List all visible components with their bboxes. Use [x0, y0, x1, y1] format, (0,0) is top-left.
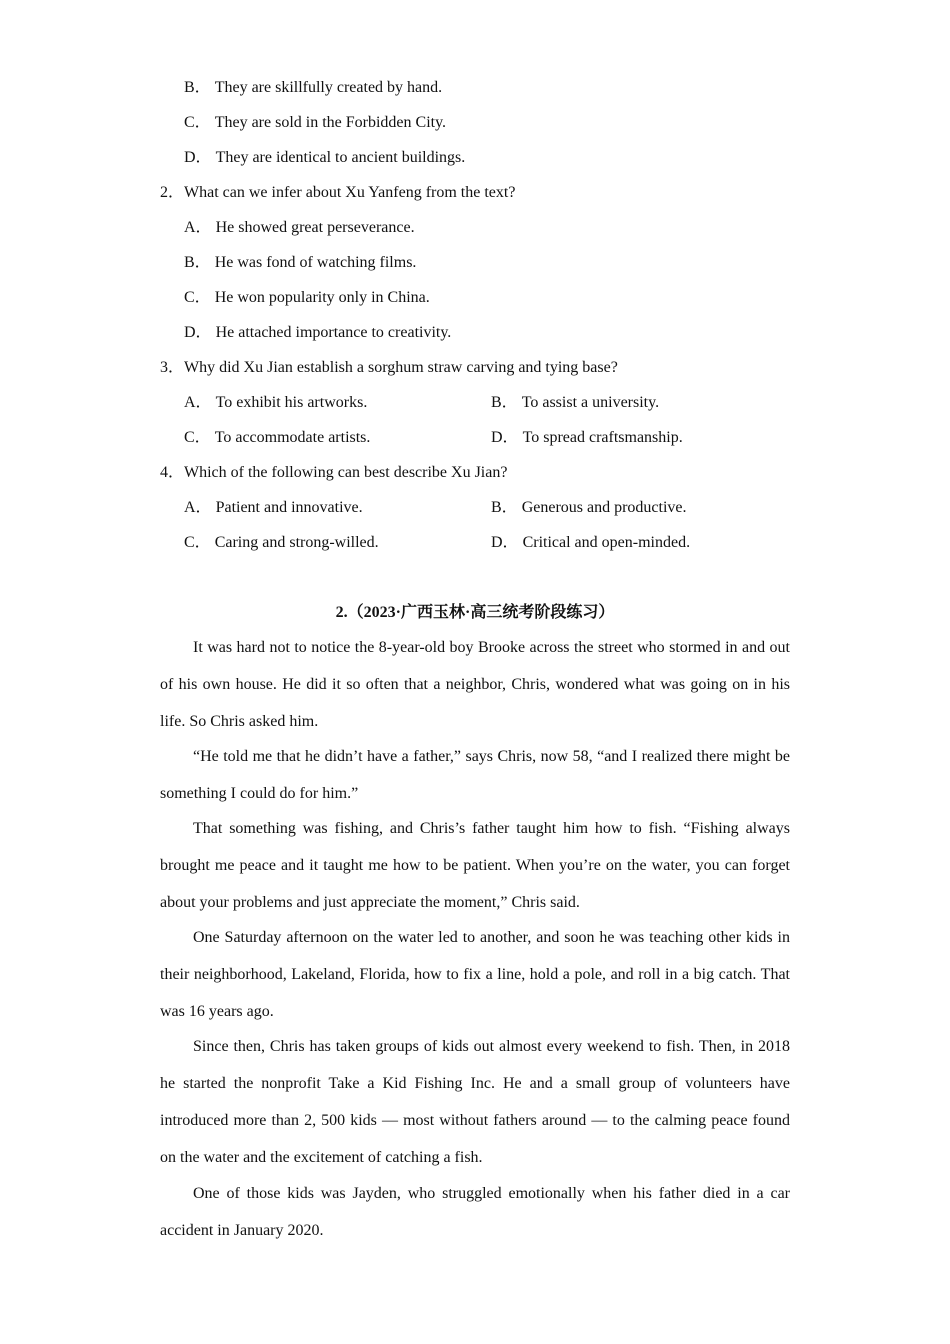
q4-option-d: D． Critical and open-minded.	[491, 534, 691, 551]
q4-stem: 4．Which of the following can best describe Xu Jian?	[160, 464, 508, 481]
passage-heading: 2.（2023·广西玉林·高三统考阶段练习）	[335, 604, 615, 621]
q3-stem: 3．Why did Xu Jian establish a sorghum straw carving and tying base?	[160, 359, 618, 376]
q1-option-c: C． They are sold in the Forbidden City.	[184, 114, 447, 131]
passage-paragraph: One of those kids was Jayden, who struggled emotionally when his father died in a car accident in January 2020.	[160, 1185, 790, 1239]
q2-option-a: A． He showed great perseverance.	[184, 219, 415, 236]
q3-option-a: A． To exhibit his artworks.	[184, 394, 368, 411]
passage-paragraph: “He told me that he didn’t have a father,” says Chris, now 58, “and I realized there might be something I could do for him.”	[160, 748, 790, 802]
passage-paragraph: One Saturday afternoon on the water led to another, and soon he was teaching other kids in their neighborhood, Lakeland, Florida, how to fix a line, hold a pole, and roll in a big catch. That was 16 years ago.	[160, 929, 790, 1020]
q2-option-d: D． He attached importance to creativity.	[184, 324, 452, 341]
passage-paragraph: That something was fishing, and Chris’s father taught him how to fish. “Fishing always brought me peace and it taught me how to be patient. When you’re on the water, you can forget about your problems and just appreciate the moment,” Chris said.	[160, 820, 790, 911]
q2-option-c: C． He won popularity only in China.	[184, 289, 430, 306]
q4-option-b: B． Generous and productive.	[491, 499, 687, 516]
passage-paragraph: It was hard not to notice the 8-year-old boy Brooke across the street who stormed in and out of his own house. He did it so often that a neighbor, Chris, wondered what was going on in his life. So Chris asked him.	[160, 639, 790, 730]
q2-stem: 2．What can we infer about Xu Yanfeng from the text?	[160, 184, 516, 201]
q1-option-b: B． They are skillfully created by hand.	[184, 79, 443, 96]
q4-option-c: C． Caring and strong-willed.	[184, 534, 379, 551]
q3-option-d: D． To spread craftsmanship.	[491, 429, 683, 446]
q4-option-a: A． Patient and innovative.	[184, 499, 363, 516]
passage-paragraph: Since then, Chris has taken groups of kids out almost every weekend to fish. Then, in 2018 he started the nonprofit Take a Kid Fishing Inc. He and a small group of volunteers have introduced more than 2, 500 kids — most without fathers around — to the calming peace found on the water and the excitement of catching a fish.	[160, 1038, 790, 1166]
q2-option-b: B． He was fond of watching films.	[184, 254, 417, 271]
q3-option-b: B． To assist a university.	[491, 394, 660, 411]
q1-option-d: D． They are identical to ancient buildings.	[184, 149, 466, 166]
q3-option-c: C． To accommodate artists.	[184, 429, 371, 446]
